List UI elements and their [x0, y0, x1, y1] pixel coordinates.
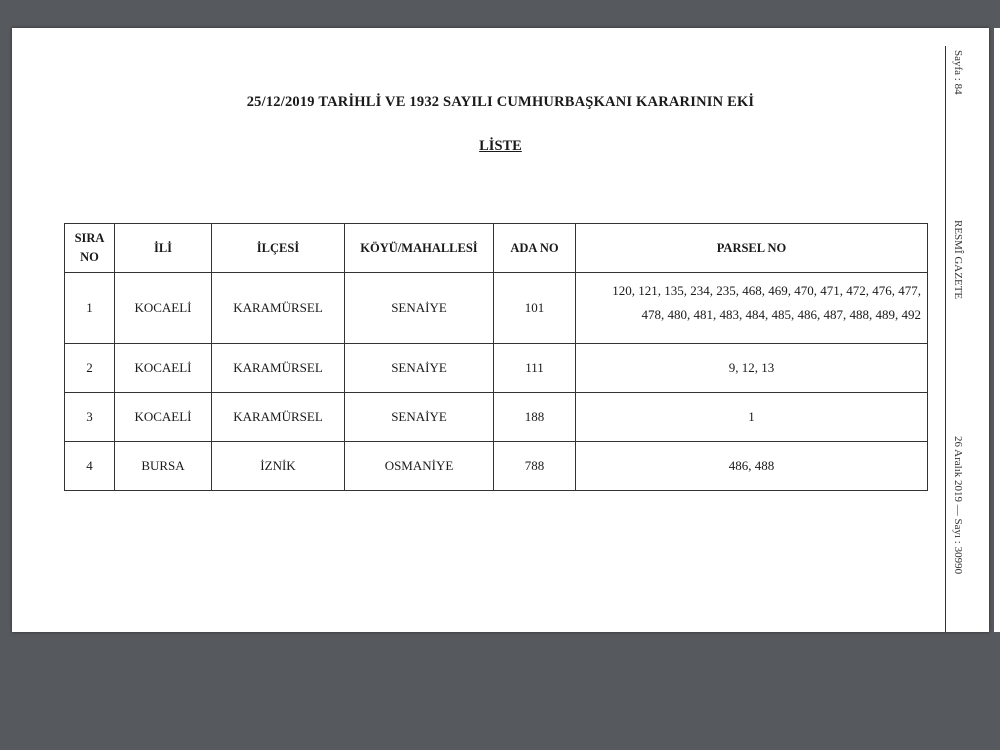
side-gazette-name: RESMÎ GAZETE — [952, 220, 964, 300]
header-il: İLİ — [115, 224, 212, 273]
cell-parsel: 486, 488 — [576, 442, 928, 491]
side-page-number: Sayfa : 84 — [952, 50, 964, 95]
cell-koy: OSMANİYE — [345, 442, 494, 491]
cell-il: KOCAELİ — [115, 344, 212, 393]
header-sira-no: SIRA NO — [65, 224, 115, 273]
parsel-line: 478, 480, 481, 483, 484, 485, 486, 487, 488, 489, 492 — [641, 307, 921, 322]
side-rule — [945, 46, 946, 632]
cell-koy: SENAİYE — [345, 393, 494, 442]
next-page-edge — [994, 28, 1000, 632]
parsel-line: 120, 121, 135, 234, 235, 468, 469, 470, 471, 472, 476, 477, — [612, 283, 921, 298]
cell-koy: SENAİYE — [345, 344, 494, 393]
document-subtitle: LİSTE — [479, 138, 522, 154]
cell-ada: 101 — [494, 273, 576, 344]
cell-koy: SENAİYE — [345, 273, 494, 344]
cell-ada: 188 — [494, 393, 576, 442]
cell-ada: 788 — [494, 442, 576, 491]
cell-ilce: KARAMÜRSEL — [212, 273, 345, 344]
cell-il: BURSA — [115, 442, 212, 491]
cell-ilce: İZNİK — [212, 442, 345, 491]
header-koy-mahalle: KÖYÜ/MAHALLESİ — [345, 224, 494, 273]
cell-sira: 1 — [65, 273, 115, 344]
table-row — [65, 393, 928, 442]
cell-parsel — [576, 273, 928, 344]
cell-il: KOCAELİ — [115, 393, 212, 442]
cell-ada: 111 — [494, 344, 576, 393]
header-ilce: İLÇESİ — [212, 224, 345, 273]
document-page — [12, 28, 989, 632]
cell-sira: 3 — [65, 393, 115, 442]
cell-ilce: KARAMÜRSEL — [212, 344, 345, 393]
header-parsel-no: PARSEL NO — [576, 224, 928, 273]
cell-sira: 2 — [65, 344, 115, 393]
liste-table — [64, 223, 928, 491]
cell-ilce: KARAMÜRSEL — [212, 393, 345, 442]
viewer-background — [0, 0, 1000, 28]
cell-parsel: 1 — [576, 393, 928, 442]
table-row — [65, 442, 928, 491]
header-ada-no: ADA NO — [494, 224, 576, 273]
cell-sira: 4 — [65, 442, 115, 491]
cell-il: KOCAELİ — [115, 273, 212, 344]
table-row — [65, 273, 928, 344]
table-header-row — [65, 224, 928, 273]
document-title: 25/12/2019 TARİHLİ VE 1932 SAYILI CUMHURBAŞKANI KARARININ EKİ — [246, 94, 755, 110]
side-date-issue: 26 Aralık 2019 — Sayı : 30990 — [952, 436, 964, 575]
table-row — [65, 344, 928, 393]
cell-parsel: 9, 12, 13 — [576, 344, 928, 393]
